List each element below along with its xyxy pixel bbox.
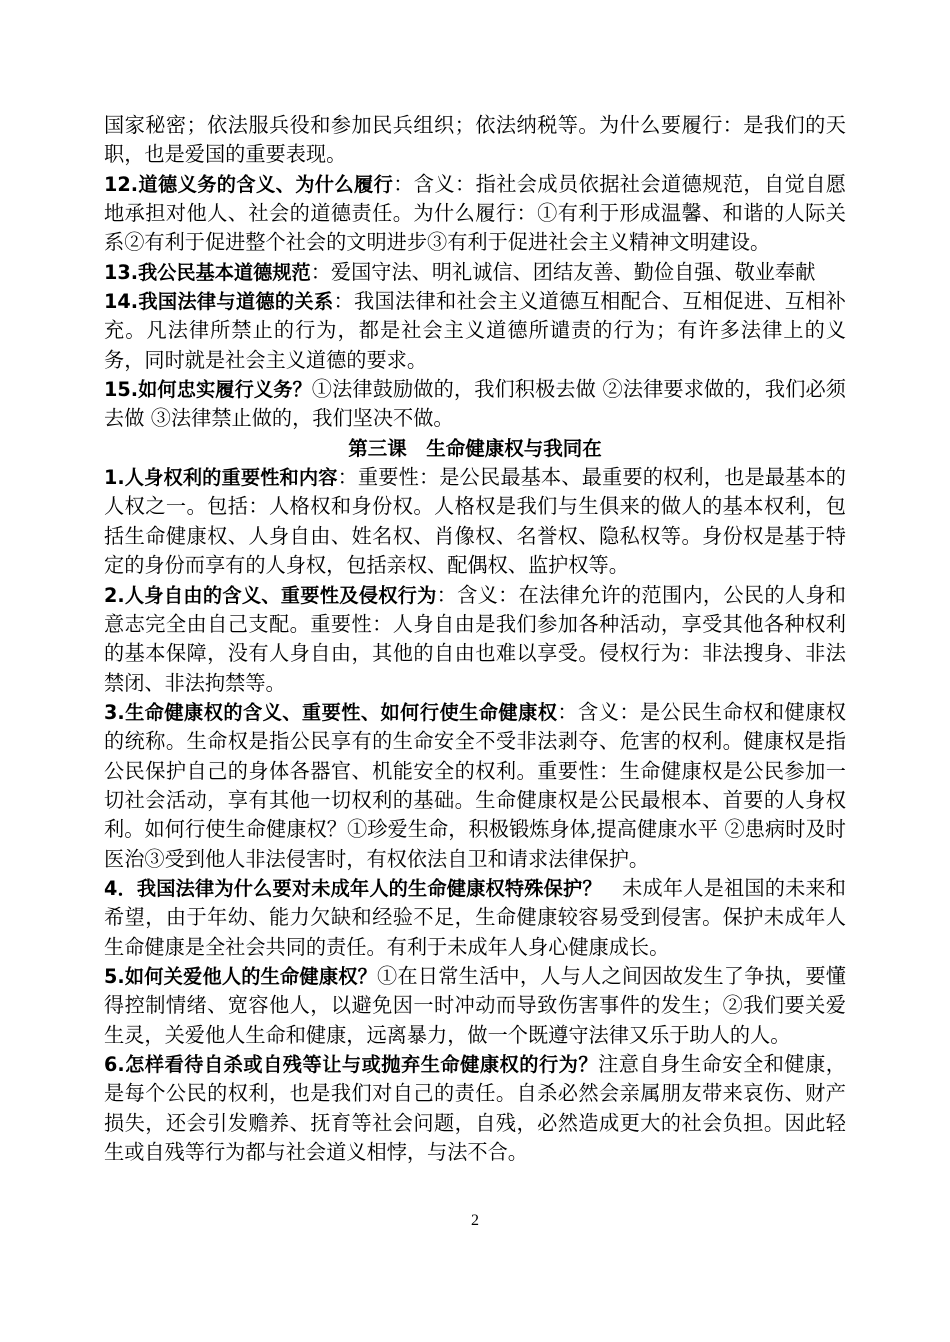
lesson-heading-5: 5.如何关爱他人的生命健康权？ [104,964,378,988]
paragraph-15: 15.如何忠实履行义务？①法律鼓励做的，我们积极去做 ②法律要求做的，我们必须去做 ③法律禁止做的，我们坚决不做。 [104,377,846,431]
lesson-heading-1: 1.人身权利的重要性和内容 [104,466,338,490]
lesson-title: 第三课 生命健康权与我同在 [348,436,602,460]
lesson-paragraph-1: 1.人身权利的重要性和内容：重要性：是公民最基本、最重要的权利，也是最基本的人权之一。包括：人格权和身份权。人格权是我们与生俱来的做人的基本权利，包括生命健康权、人身自由、姓名权、肖像权、名誉权、隐私权等。身份权是基于特定的身份而享有的人身权，包括亲权、配偶权、监护权等。 [104,465,846,578]
page-number: 2 [471,1212,479,1229]
document-body [104,111,846,1167]
lesson-paragraph-5: 5.如何关爱他人的生命健康权？①在日常生活中，人与人之间因故发生了争执，要懂得控制情绪、宽容他人，以避免因一时冲动而导致伤害事件的发生；②我们要关爱生灵，关爱他人生命和健康，远离暴力，做一个既遵守法律又乐于助人的人。 [104,963,846,1047]
lesson-paragraph-6: 6.怎样看待自杀或自残等让与或抛弃生命健康权的行为？注意自身生命安全和健康，是每个公民的权利，也是我们对自己的责任。自杀必然会亲属朋友带来哀伤、财产损失，还会引发赡养、抚育等社会问题，自残，必然造成更大的社会负担。因此轻生或自残等行为都与社会道义相悖，与法不合。 [104,1052,846,1165]
lesson-heading-3: 3.生命健康权的含义、重要性、如何行使生命健康权 [104,700,558,724]
heading-14: 14.我国法律与道德的关系 [104,290,334,314]
paragraph-14: 14.我国法律与道德的关系：我国法律和社会主义道德互相配合、互相促进、互相补充。凡法律所禁止的行为，都是社会主义道德所谴责的行为；有许多法律上的义务，同时就是社会主义道德的要求。 [104,289,846,372]
lesson-heading-4: 4．我国法律为什么要对未成年人的生命健康权特殊保护？ [104,876,602,900]
lesson-paragraph-2: 2.人身自由的含义、重要性及侵权行为：含义：在法律允许的范围内，公民的人身和意志完全由自己支配。重要性：人身自由是我们参加各种活动，享受其他各种权利的基本保障，没有人身自由，其他的自由也难以享受。侵权行为：非法搜身、非法禁闭、非法拘禁等。 [104,582,846,695]
heading-13: 13.我公民基本道德规范 [104,260,311,284]
lesson-paragraph-3: 3.生命健康权的含义、重要性、如何行使生命健康权：含义：是公民生命权和健康权的统称。生命权是指公民享有的生命安全不受非法剥夺、危害的权利。健康权是指公民保护自己的身体各器官、机能安全的权利。重要性：生命健康权是公民参加一切社会活动，享有其他一切权利的基础。生命健康权是公民最根本、首要的人身权利。如何行使生命健康权？①珍爱生命，积极锻炼身体,提高健康水平 ②患病时及时医治③受到他人非法侵害时，有权依法自卫和请求法律保护。 [104,699,846,871]
heading-12: 12.道德义务的含义、为什么履行 [104,172,394,196]
lesson-paragraph-4: 4．我国法律为什么要对未成年人的生命健康权特殊保护？ 未成年人是祖国的未来和希望，由于年幼、能力欠缺和经验不足，生命健康较容易受到侵害。保护未成年人生命健康是全社会共同的责任。有利于未成年人身心健康成长。 [104,875,846,959]
paragraph-continuation: 国家秘密；依法服兵役和参加民兵组织；依法纳税等。为什么要履行：是我们的天职，也是爱国的重要表现。 [104,113,846,167]
heading-15: 15.如何忠实履行义务？ [104,378,312,402]
lesson-heading-6: 6.怎样看待自杀或自残等让与或抛弃生命健康权的行为？ [104,1053,599,1076]
paragraph-12: 12.道德义务的含义、为什么履行：含义：指社会成员依据社会道德规范，自觉自愿地承担对他人、社会的道德责任。为什么履行：①有利于形成温馨、和谐的人际关系②有利于促进整个社会的文明进步③有利于促进社会主义精神文明建设。 [104,171,846,255]
lesson-heading-2: 2.人身自由的含义、重要性及侵权行为 [104,583,437,607]
paragraph-13: 13.我公民基本道德规范：爱国守法、明礼诚信、团结友善、勤俭自强、敬业奉献 [104,259,816,284]
